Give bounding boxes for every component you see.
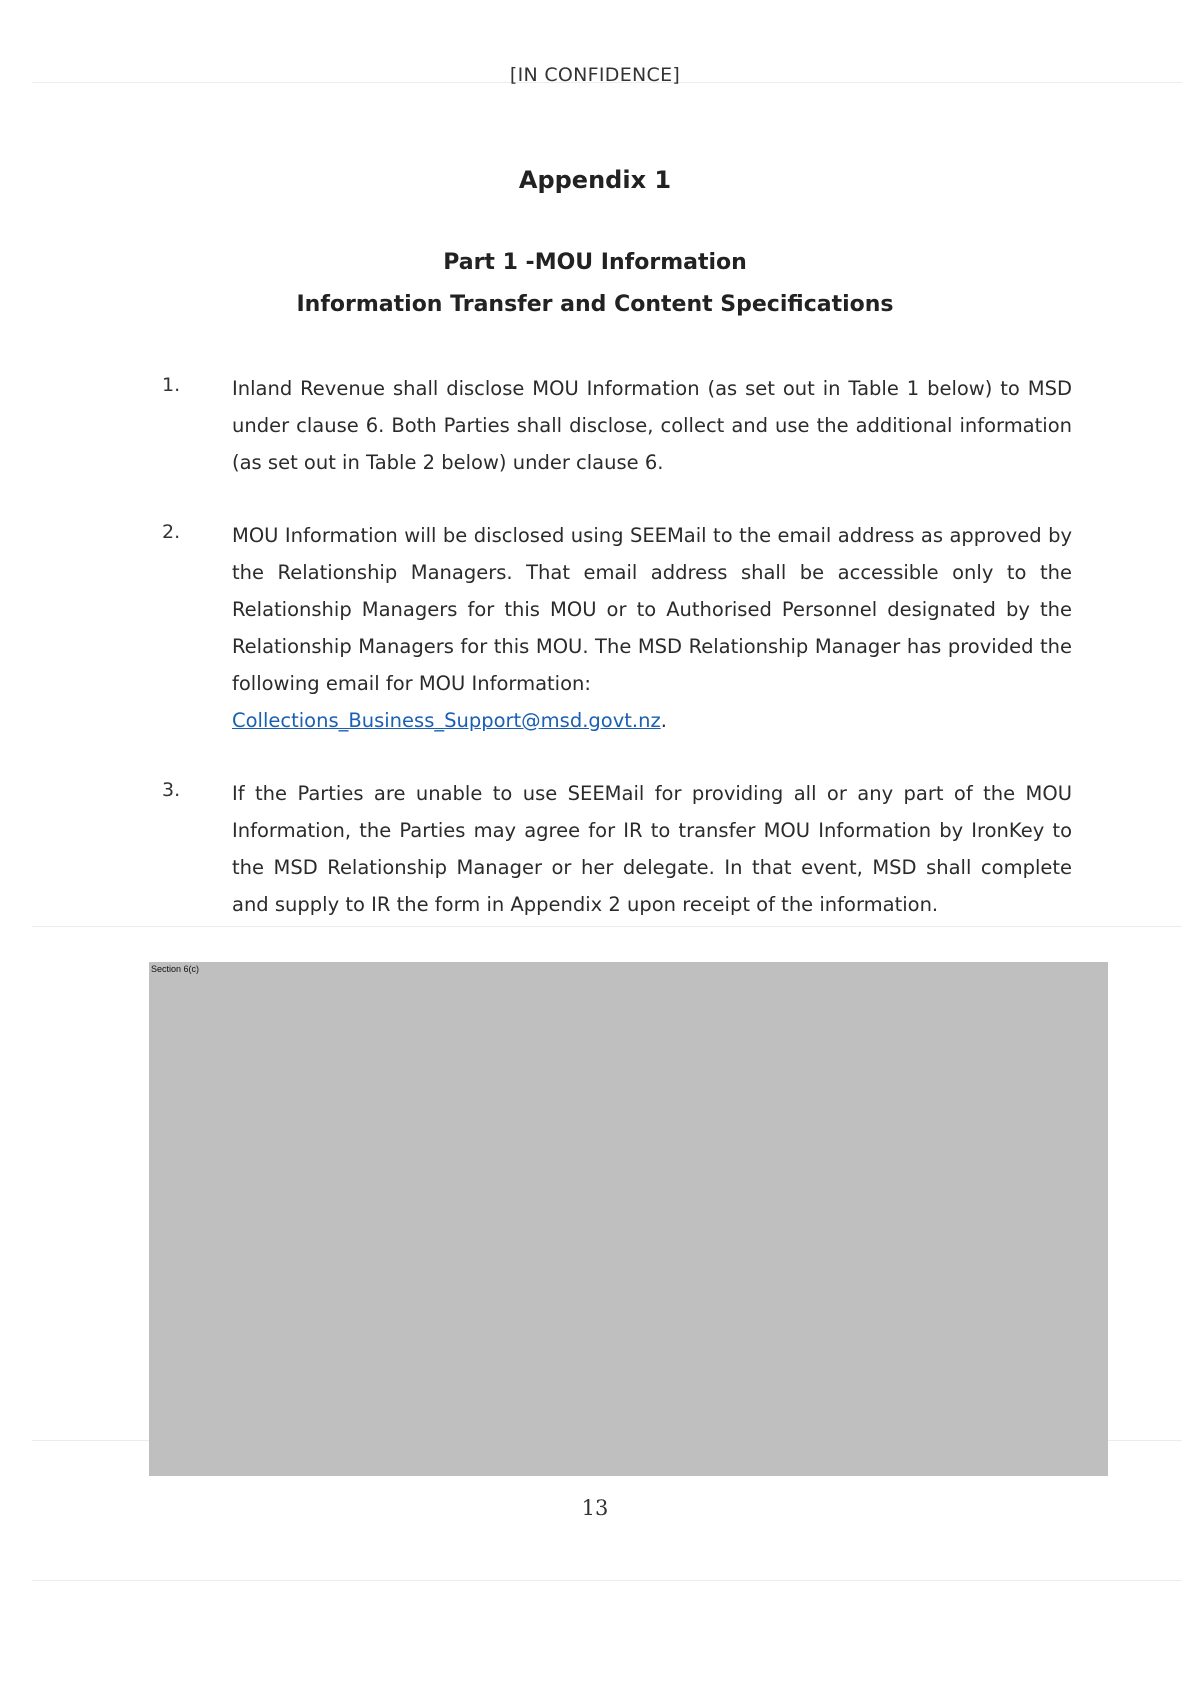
appendix-title: Appendix 1 [518,166,672,194]
clause-number: 3. [162,779,181,801]
scan-line [32,926,1182,927]
clause-text: If the Parties are unable to use SEEMail for providing all or any part of the MOU Information, the Parties may agree for IR to transfer MOU Information by IronKey to the MSD Relationship Manager or her delegate. In that event, MSD shall complete and supply to IR the form in Appendix 2 upon receipt of the information. [232,782,1072,916]
clause-text: Inland Revenue shall disclose MOU Information (as set out in Table 1 below) to MSD under clause 6. Both Parties shall disclose, collect and use the additional information (as set out in Table 2 below) under clause 6. [232,377,1072,474]
clause-number: 1. [162,374,181,396]
clause-text [232,517,1072,739]
page-number: 13 [581,1496,609,1520]
redaction-label: Section 6(c) [151,964,200,974]
email-suffix: . [660,709,667,732]
email-link[interactable]: Collections_Business_Support@msd.govt.nz [232,709,661,732]
part-title: Part 1 -MOU Information [443,250,747,275]
clause-number: 2. [162,521,181,543]
scan-line [32,1580,1182,1581]
part-subtitle: Information Transfer and Content Specifications [296,292,894,317]
clause-body: MOU Information will be disclosed using SEEMail to the email address as approved by the Relationship Managers. That email address shall be accessible only to the Relationship Managers for this MOU or to Authorised Personnel designated by the Relationship Managers for this MOU. The MSD Relationship Manager has provided the following email for MOU Information: [232,524,1072,695]
confidentiality-label: [IN CONFIDENCE] [509,64,681,86]
redaction-block [149,962,1108,1476]
